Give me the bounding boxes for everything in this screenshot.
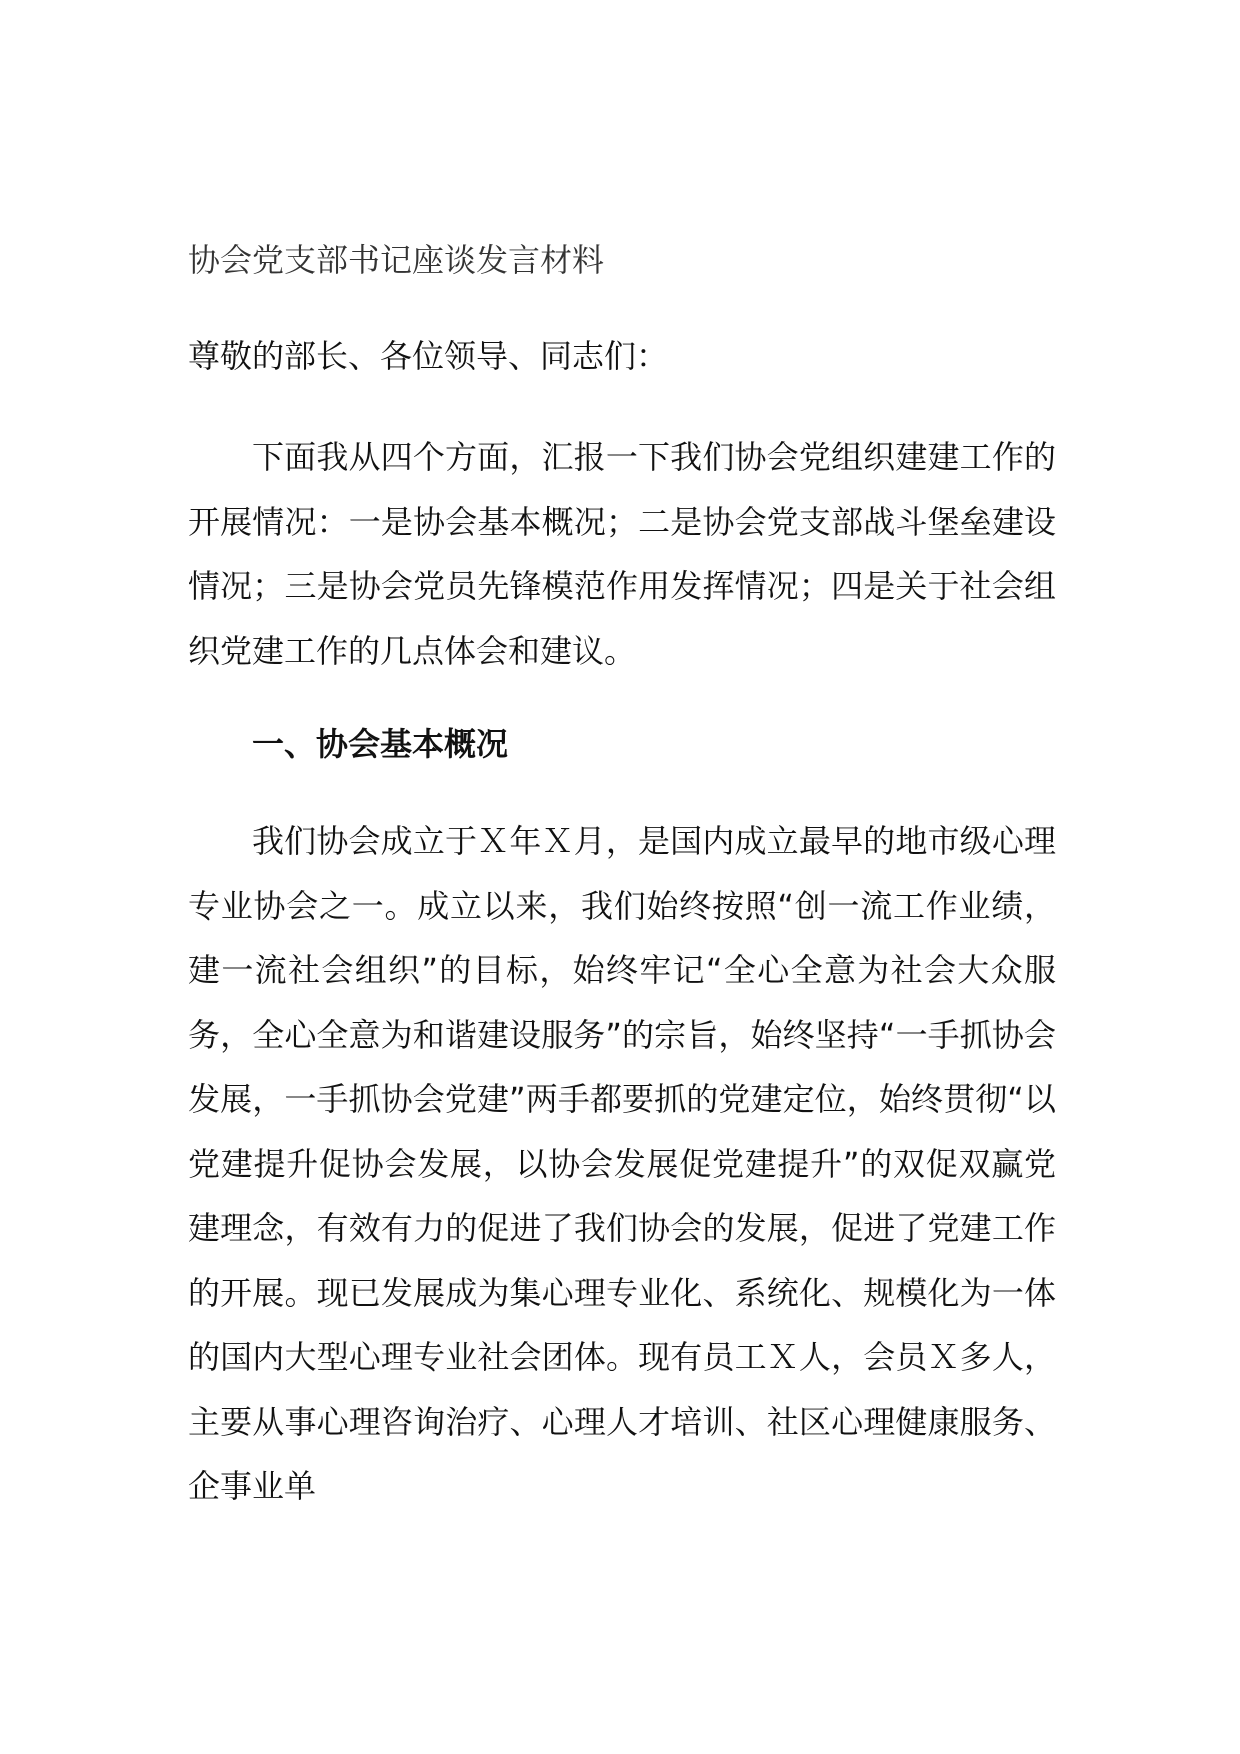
document-title: 协会党支部书记座谈发言材料 xyxy=(188,241,605,279)
intro-paragraph: 下面我从四个方面，汇报一下我们协会党组织建建工作的开展情况：一是协会基本概况；二是协会党支部战斗堡垒建设情况；三是协会党员先锋模范作用发挥情况；四是关于社会组织党建工作的几点体会和建议。 xyxy=(188,438,1056,670)
section-heading-1: 一、协会基本概况 xyxy=(252,725,509,763)
document-page xyxy=(188,0,1056,1754)
section-1-paragraph: 我们协会成立于Ｘ年Ｘ月，是国内成立最早的地市级心理专业协会之一。成立以来，我们始终按照“创一流工作业绩，建一流社会组织”的目标，始终牢记“全心全意为社会大众服务，全心全意为和谐建设服务”的宗旨，始终坚持“一手抓协会发展，一手抓协会党建”两手都要抓的党建定位，始终贯彻“以党建提升促协会发展，以协会发展促党建提升”的双促双赢党建理念，有效有力的促进了我们协会的发展，促进了党建工作的开展。现已发展成为集心理专业化、系统化、规模化为一体的国内大型心理专业社会团体。现有员工Ｘ人，会员Ｘ多人，主要从事心理咨询治疗、心理人才培训、社区心理健康服务、企事业单 xyxy=(188,822,1056,1505)
salutation: 尊敬的部长、各位领导、同志们： xyxy=(188,337,669,375)
